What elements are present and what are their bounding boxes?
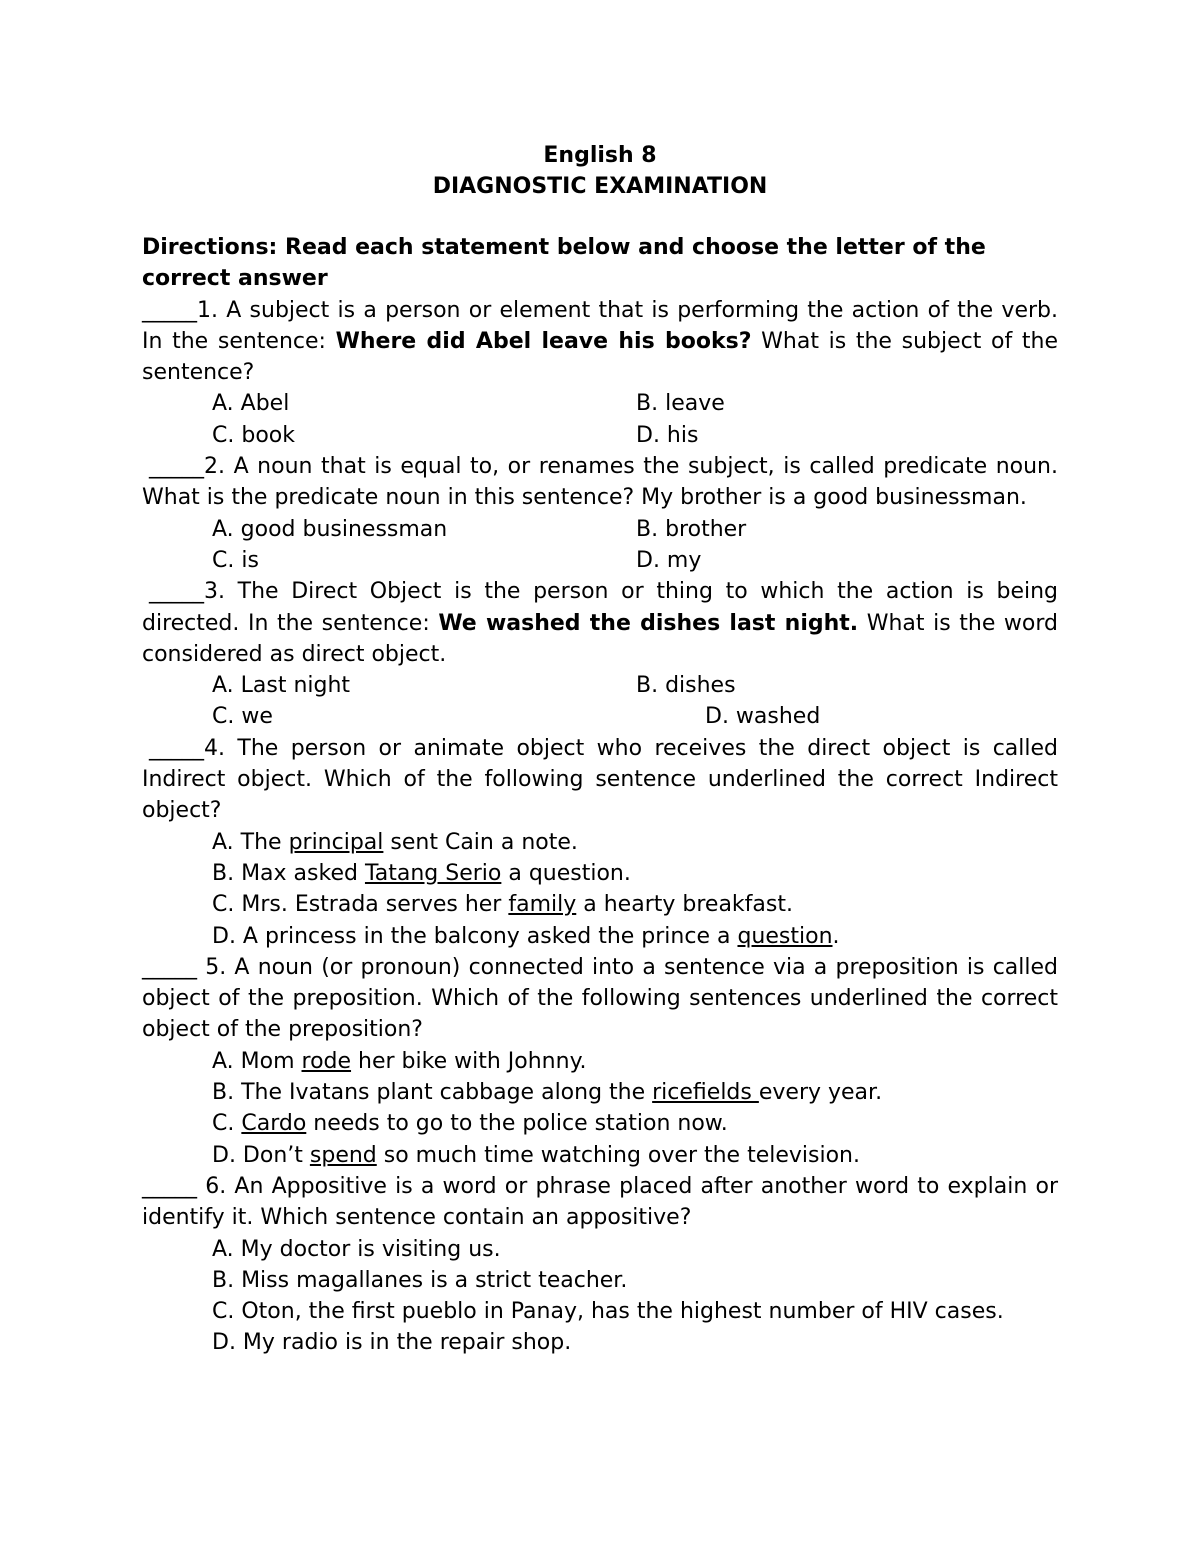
option-b (142, 858, 1058, 889)
options-row (142, 670, 1058, 701)
underlined-word: family (508, 892, 577, 918)
option-text: . (832, 923, 840, 949)
options-row (142, 701, 1058, 732)
option-text: so much time watching over the television. (376, 1142, 860, 1168)
option-text: C. (212, 1111, 242, 1137)
option-c (142, 889, 1058, 920)
option-text: B. Max asked (212, 860, 365, 886)
exam-body (142, 232, 1058, 1359)
option-b: B. dishes (636, 673, 736, 699)
option-d (142, 921, 1058, 952)
underlined-word: rode (301, 1048, 352, 1074)
options-row (142, 420, 1058, 451)
option-d (142, 1140, 1058, 1171)
question-4 (142, 733, 1058, 827)
answer-blank: _____ (142, 1173, 197, 1199)
options-row (142, 514, 1058, 545)
option-b: B. brother (636, 516, 747, 542)
question-number: 6. (205, 1173, 227, 1199)
directions: Directions: Read each statement below and choose the letter of the correct answer (142, 235, 986, 292)
option-d: D. My radio is in the repair shop. (212, 1330, 572, 1356)
option-a: A. My doctor is visiting us. (212, 1236, 501, 1262)
answer-blank: _____ (149, 735, 204, 761)
question-number: 5. (205, 954, 227, 980)
question-1 (142, 295, 1058, 389)
question-number: 4. (204, 735, 225, 761)
question-6 (142, 1171, 1058, 1234)
options-row (142, 388, 1058, 419)
course-title: English 8 (543, 143, 657, 168)
answer-blank: _____ (142, 954, 197, 980)
option-d: D. his (636, 422, 699, 448)
underlined-word: Cardo (241, 1111, 307, 1137)
option-text: a question. (501, 860, 631, 886)
question-text: A subject is a person or element that is performing the action of the verb. In the sentence: (142, 297, 1058, 354)
underlined-word: Tatang Serio (364, 860, 502, 886)
question-2 (142, 451, 1058, 514)
option-b: B. Miss magallanes is a strict teacher. (212, 1267, 628, 1293)
option-b (142, 1077, 1058, 1108)
option-text: a hearty breakfast. (576, 892, 793, 918)
question-number: 3. (204, 579, 225, 605)
option-text: sent Cain a note. (383, 829, 578, 855)
option-d: D. my (636, 547, 702, 573)
answer-blank: _____ (142, 297, 197, 323)
option-text: A. The (212, 829, 289, 855)
option-text: C. Mrs. Estrada serves her (212, 892, 509, 918)
option-c: C. is (212, 547, 259, 573)
question-text: The Direct Object is the person or thing to which the action is being directed. In the sentence: (142, 579, 1058, 636)
example-sentence: We washed the dishes last night. (438, 610, 859, 636)
question-text: What is the word considered as direct object. (142, 610, 1058, 667)
underlined-word: spend (309, 1142, 377, 1168)
option-text: D. A princess in the balcony asked the prince a (212, 923, 738, 949)
option-text: needs to go to the police station now. (306, 1111, 728, 1137)
answer-blank: _____ (149, 579, 204, 605)
option-a: A. good businessman (212, 516, 448, 542)
option-d: D. washed (705, 704, 821, 730)
option-a (142, 827, 1058, 858)
option-a: A. Abel (212, 391, 290, 417)
option-a (142, 1046, 1058, 1077)
question-text: A noun (or pronoun) connected into a sentence via a preposition is called object of the preposition. Which of the following sentences underlined the correct object of the preposition? (142, 954, 1058, 1043)
options-row (142, 545, 1058, 576)
underlined-word: ricefields (652, 1080, 759, 1106)
option-c: C. we (212, 704, 273, 730)
option-text: every year. (758, 1080, 883, 1106)
question-3 (142, 576, 1058, 670)
question-number: 2. (204, 454, 225, 480)
answer-blank: _____ (149, 454, 204, 480)
option-text: D. Don’t (212, 1142, 310, 1168)
option-text: A. Mom (212, 1048, 302, 1074)
question-text: An Appositive is a word or phrase placed after another word to explain or identify it. Which sentence contain an appositive? (142, 1173, 1058, 1231)
question-text: A noun that is equal to, or renames the subject, is called predicate noun. What is the predicate noun in this sentence? My brother is a good businessman. (142, 454, 1058, 511)
underlined-word: question (737, 923, 833, 949)
underlined-word: principal (288, 829, 384, 855)
option-c: C. Oton, the first pueblo in Panay, has the highest number of HIV cases. (212, 1299, 1004, 1325)
option-c: C. book (212, 422, 295, 448)
exam-title: DIAGNOSTIC EXAMINATION (432, 174, 768, 199)
option-c (142, 1108, 1058, 1139)
option-text: her bike with Johnny. (351, 1048, 587, 1074)
option-a: A. Last night (212, 673, 351, 699)
question-text: The person or animate object who receives the direct object is called Indirect object. Which of the following sentence underlined the correct Indirect object? (142, 735, 1058, 824)
option-b: B. leave (636, 391, 725, 417)
example-sentence: Where did Abel leave his books? (335, 328, 752, 354)
question-5 (142, 952, 1058, 1046)
question-number: 1. (197, 297, 218, 323)
question-text: What is the subject of the sentence? (142, 328, 1058, 386)
option-text: B. The Ivatans plant cabbage along the (212, 1080, 653, 1106)
